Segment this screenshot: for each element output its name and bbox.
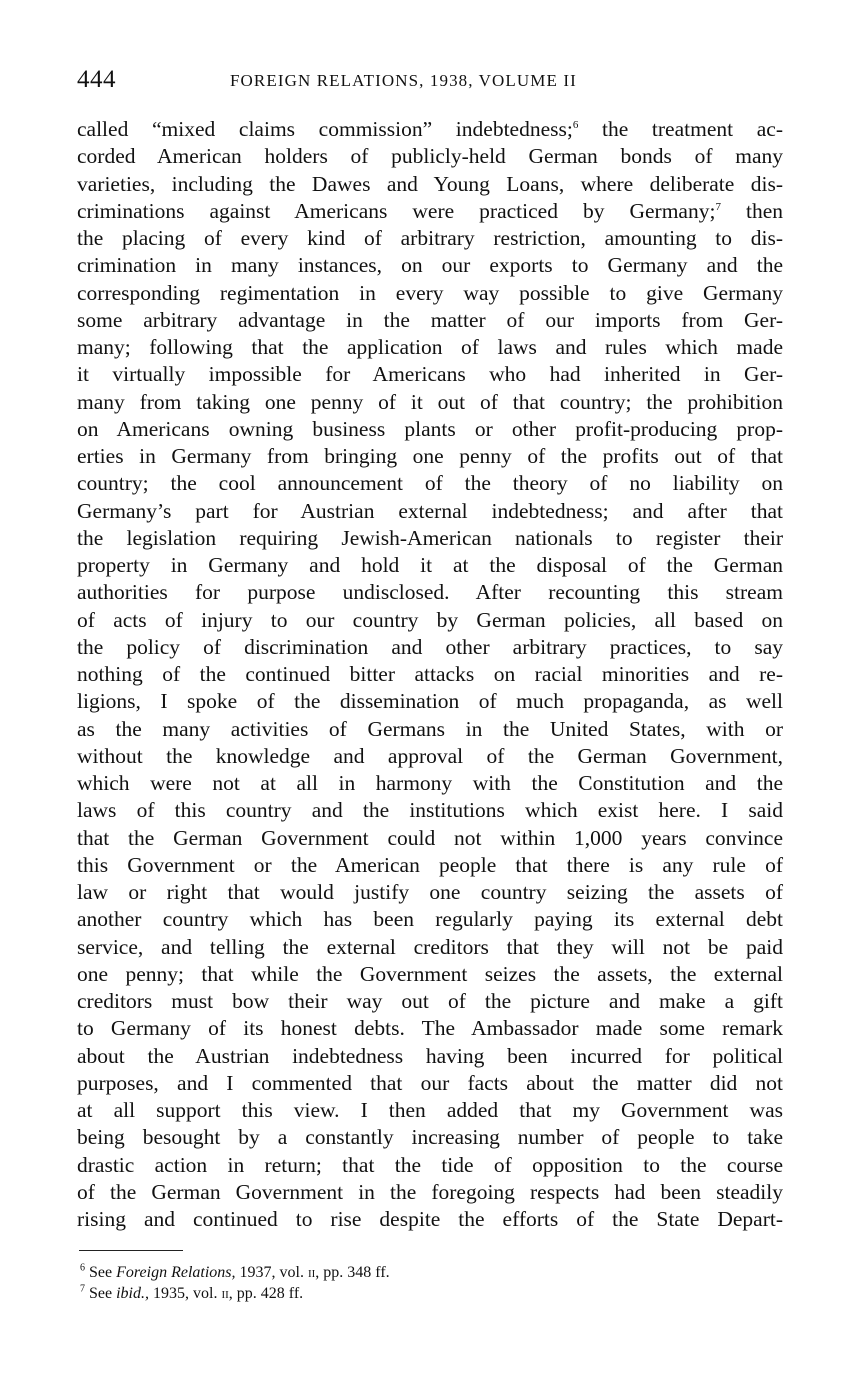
text-line: that the German Government could not within 1,000 years convince	[77, 825, 783, 850]
text-segment: the treatment ac-	[578, 117, 783, 141]
footnote-text: See	[85, 1285, 117, 1302]
footnote-mark: 6	[80, 1262, 85, 1274]
footnotes	[80, 1262, 780, 1304]
text-line: erties in Germany from bringing one penny of the profits out of that	[77, 444, 783, 468]
text-line: corresponding regimentation in every way possible to give Germany	[77, 280, 783, 305]
text-line: country; the cool announcement of the theory of no liability on	[77, 471, 783, 496]
footnote-text: , pp. 348 ff.	[315, 1264, 390, 1281]
text-line: one penny; that while the Government seizes the assets, the external	[77, 961, 783, 986]
running-title: FOREIGN RELATIONS, 1938, VOLUME II	[230, 71, 577, 90]
text-line: many; following that the application of laws and rules which made	[77, 335, 783, 359]
text-line: as the many activities of Germans in the United States, with or	[77, 716, 783, 741]
text-segment: then	[720, 198, 783, 223]
text-line: Germany’s part for Austrian external indebtedness; and after that	[77, 498, 783, 523]
text-line: of the German Government in the foregoing respects had been steadily	[77, 1179, 783, 1204]
text-line: nothing of the continued bitter attacks on racial minorities and re-	[77, 662, 783, 686]
footnote-mark: 7	[80, 1283, 85, 1295]
text-line: the placing of every kind of arbitrary restriction, amounting to dis-	[77, 226, 783, 250]
text-line: purposes, and I commented that our facts about the matter did not	[77, 1070, 783, 1095]
text-line	[77, 198, 783, 225]
text-line: the policy of discrimination and other arbitrary practices, to say	[77, 634, 783, 659]
text-line: rising and continued to rise despite the efforts of the State Depart-	[77, 1207, 783, 1231]
footnote-volume: ii	[307, 1264, 316, 1281]
text-line: it virtually impossible for Americans who had inherited in Ger-	[77, 362, 783, 387]
text-line: property in Germany and hold it at the disposal of the German	[77, 553, 783, 577]
footnote-text: 1937, vol.	[235, 1264, 308, 1281]
text-line: another country which has been regularly paying its external debt	[77, 907, 783, 932]
text-line: to Germany of its honest debts. The Ambassador made some remark	[77, 1016, 783, 1041]
page-header	[77, 66, 783, 102]
footnote-volume: ii	[221, 1285, 229, 1302]
body-text	[77, 116, 783, 1233]
text-line: at all support this view. I then added that my Government was	[77, 1098, 783, 1122]
text-line: service, and telling the external creditors that they will not be paid	[77, 934, 783, 959]
text-line: laws of this country and the institutions which exist here. I said	[77, 798, 783, 823]
text-line	[77, 116, 783, 143]
footnote-reference[interactable]: 7	[715, 200, 721, 213]
text-segment: called “mixed claims commission” indebtedness;	[77, 117, 573, 141]
text-line: varieties, including the Dawes and Young Loans, where deliberate dis-	[77, 171, 783, 196]
text-line: ligions, I spoke of the dissemination of much propaganda, as well	[77, 689, 783, 714]
footnote-reference[interactable]: 6	[572, 118, 579, 131]
footnote-text: , pp. 428 ff.	[228, 1285, 304, 1302]
footnote-text: 1935, vol.	[149, 1285, 222, 1302]
text-line: without the knowledge and approval of the German Government,	[77, 743, 783, 768]
page-number: 444	[77, 66, 116, 93]
text-line: creditors must bow their way out of the picture and make a gift	[77, 989, 783, 1013]
text-line: many from taking one penny of it out of that country; the prohibition	[77, 389, 783, 414]
footnote-source-title: ibid.,	[116, 1285, 149, 1302]
text-line: authorities for purpose undisclosed. After recounting this stream	[77, 580, 783, 605]
footnote	[80, 1283, 780, 1304]
footnote-source-title: Foreign Relations,	[116, 1264, 236, 1281]
text-line: being besought by a constantly increasing number of people to take	[77, 1125, 783, 1150]
footnote-rule	[79, 1250, 183, 1251]
text-line: the legislation requiring Jewish-American nationals to register their	[77, 525, 783, 550]
text-segment: criminations against Americans were practiced by Germany;	[77, 198, 716, 223]
text-line: some arbitrary advantage in the matter of our imports from Ger-	[77, 307, 783, 332]
footnote	[80, 1262, 780, 1283]
text-line: on Americans owning business plants or other profit-producing prop-	[77, 416, 783, 441]
text-line: law or right that would justify one country seizing the assets of	[77, 880, 783, 904]
text-line: crimination in many instances, on our exports to Germany and the	[77, 253, 783, 278]
footnote-text: See	[85, 1264, 117, 1281]
text-line: drastic action in return; that the tide of opposition to the course	[77, 1152, 783, 1177]
text-line: this Government or the American people that there is any rule of	[77, 852, 783, 877]
text-line: corded American holders of publicly-held German bonds of many	[77, 144, 783, 169]
text-line: of acts of injury to our country by German policies, all based on	[77, 607, 783, 632]
text-line: about the Austrian indebtedness having been incurred for political	[77, 1043, 783, 1068]
text-line: which were not at all in harmony with the Constitution and the	[77, 771, 783, 795]
